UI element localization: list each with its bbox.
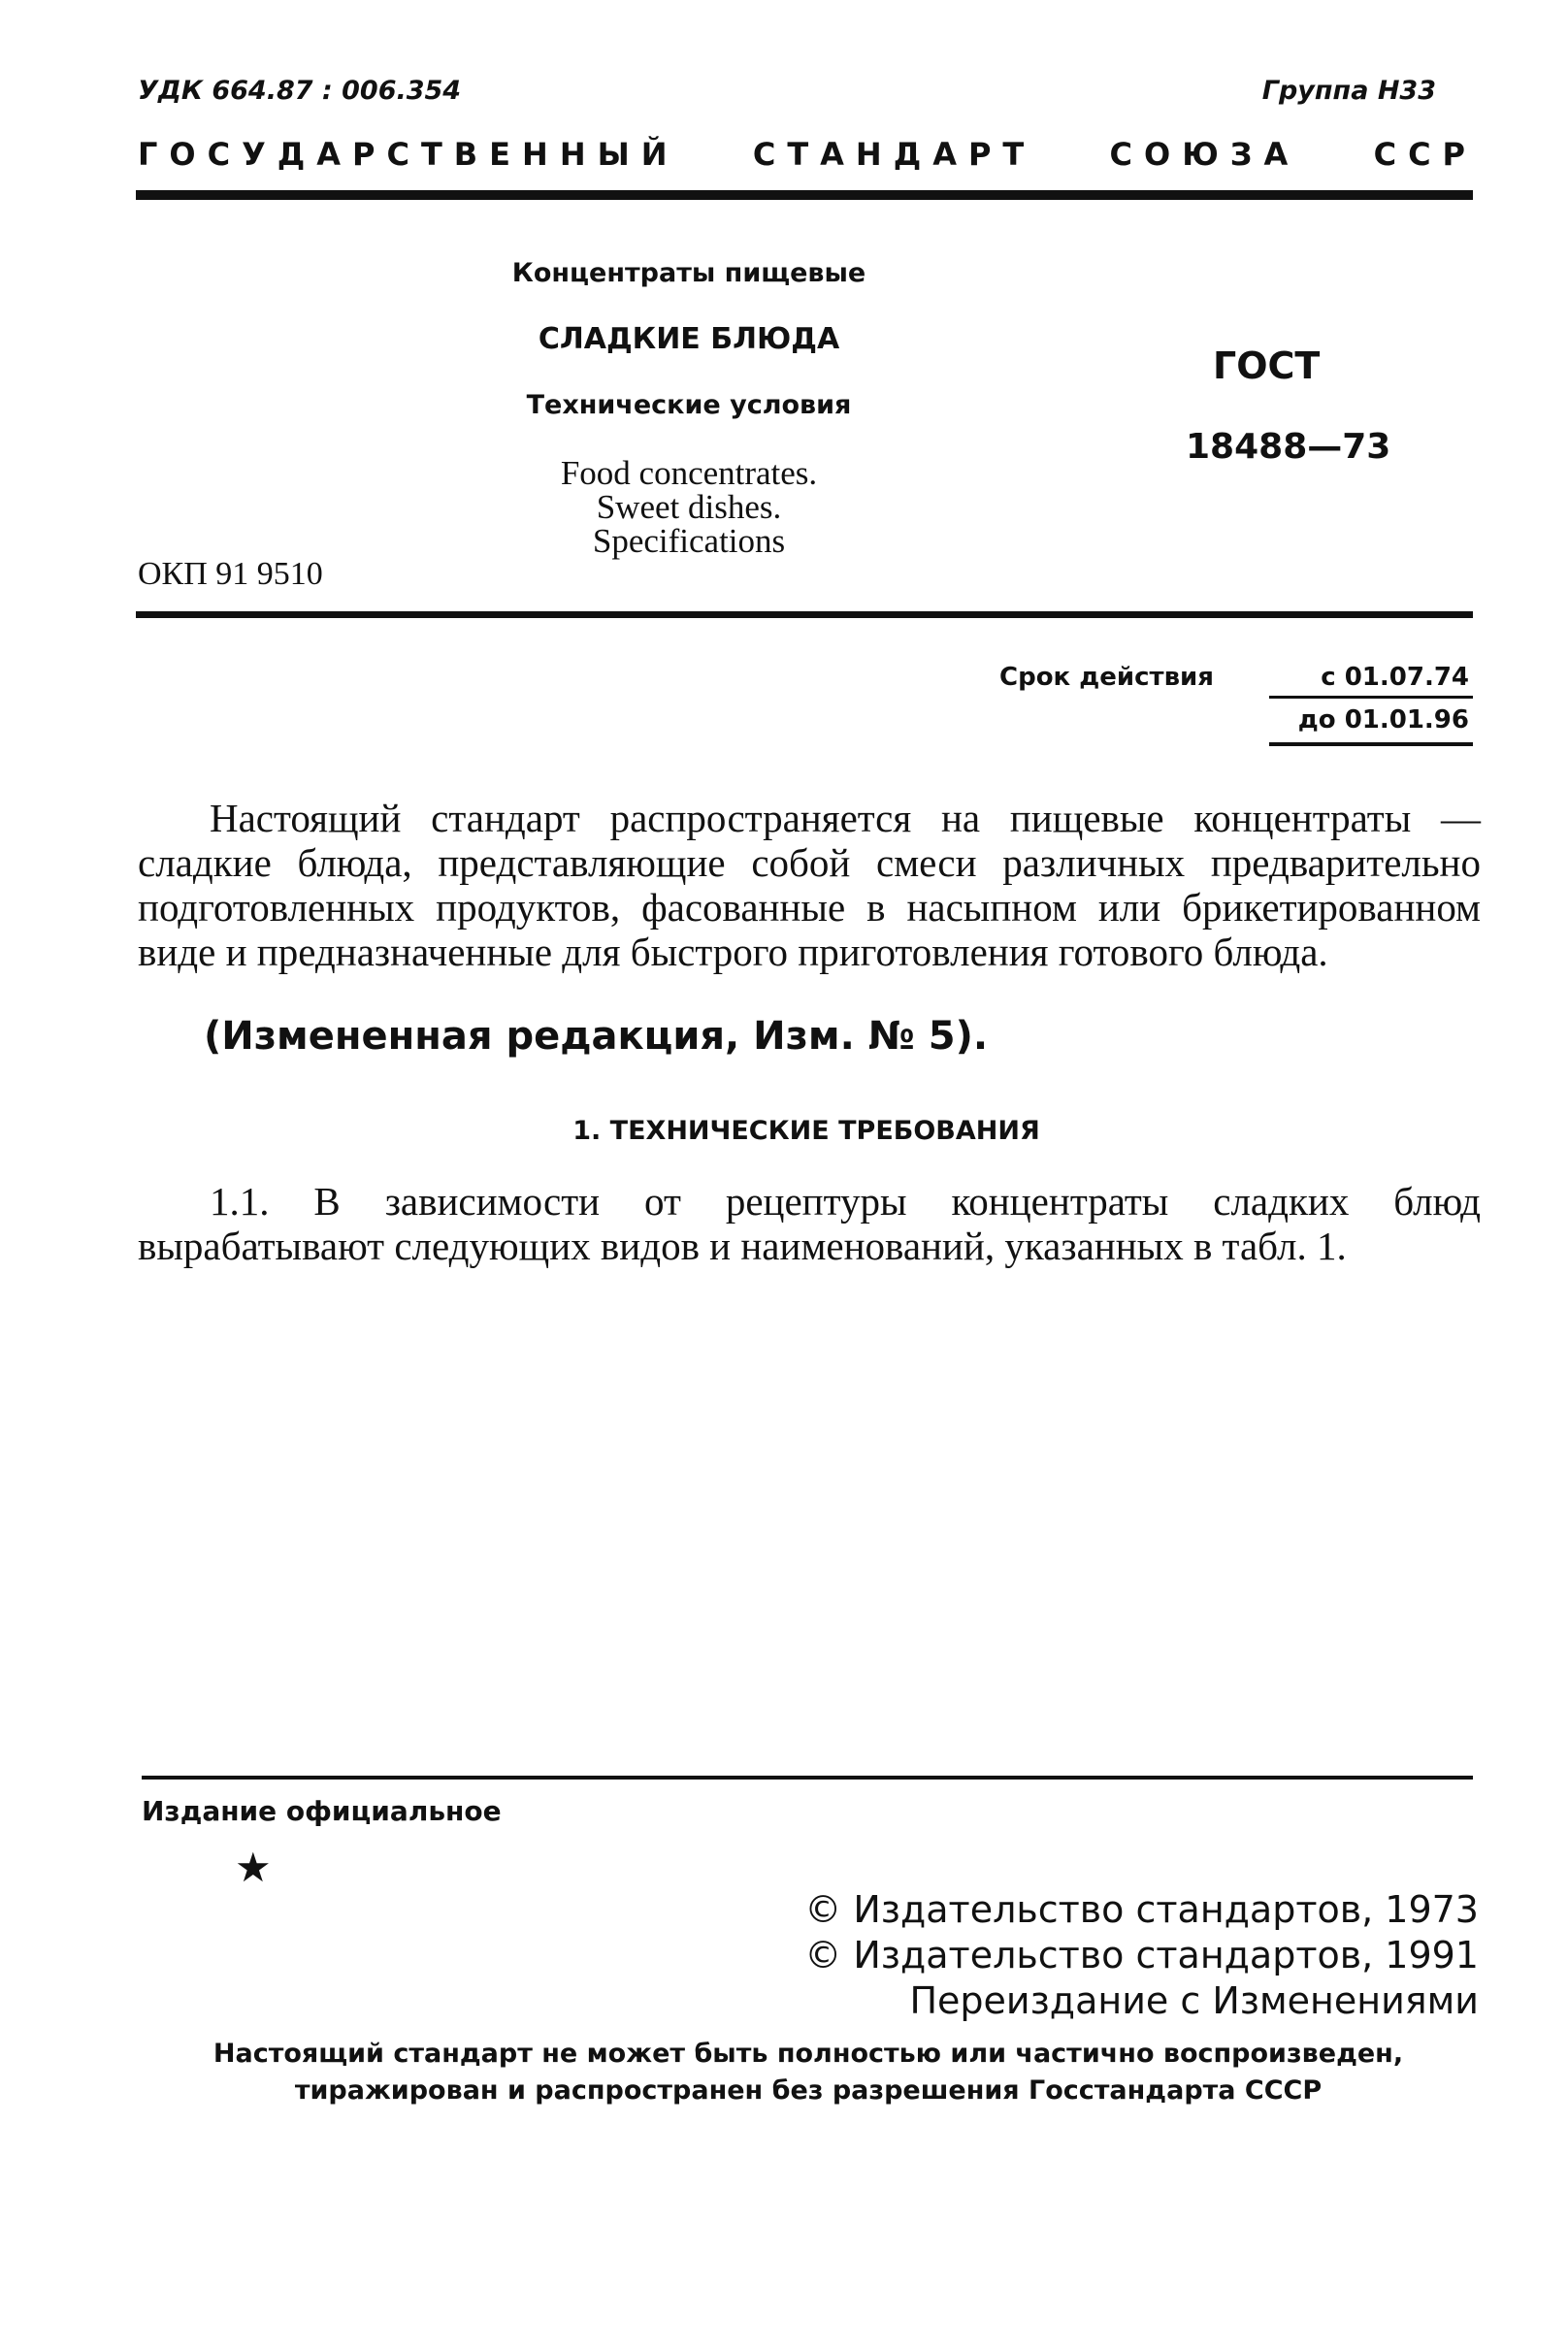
english-title (378, 456, 999, 558)
reissue-note: Переиздание с Изменениями (909, 1979, 1479, 2022)
document-title: СЛАДКИЕ БЛЮДА (538, 322, 840, 356)
english-title-line: Food concentrates. (560, 454, 818, 492)
amendment-note: (Измененная редакция, Изм. № 5). (204, 1014, 989, 1059)
state-title-word: СТАНДАРТ (752, 136, 1036, 173)
validity-from: с 01.07.74 (1321, 663, 1469, 692)
validity-to: до 01.01.96 (1297, 705, 1469, 735)
state-title-word: ССР (1373, 136, 1477, 173)
section-heading: 1. ТЕХНИЧЕСКИЕ ТРЕБОВАНИЯ (572, 1116, 1040, 1146)
paragraph-1-1: 1.1. В зависимости от рецептуры концентраты сладких блюд вырабатывают следующих видов и наименований, указанных в табл. 1. (138, 1179, 1481, 1268)
validity-divider (1269, 696, 1473, 699)
state-standard-title (138, 136, 1477, 173)
title-block-rule (136, 611, 1473, 618)
okp-code: ОКП 91 9510 (138, 556, 323, 592)
copyright-line: © Издательство стандартов, 1991 (804, 1934, 1479, 1976)
english-title-line: Sweet dishes. (596, 488, 782, 526)
group-code: Группа Н33 (1261, 76, 1436, 106)
product-category: Концентраты пищевые (511, 258, 866, 288)
gost-number: 18488—73 (1186, 427, 1391, 467)
copyright-block (804, 1887, 1479, 2024)
copyright-line: © Издательство стандартов, 1973 (804, 1888, 1479, 1931)
validity-label: Срок действия (999, 663, 1214, 692)
validity-underline (1269, 742, 1473, 746)
header-rule (136, 190, 1473, 200)
english-title-line: Specifications (592, 522, 786, 560)
official-edition-label: Издание официальное (142, 1795, 502, 1827)
udk-code: УДК 664.87 : 006.354 (138, 76, 462, 106)
gost-label: ГОСТ (1213, 344, 1321, 387)
reproduction-notice-line: Настоящий стандарт не может быть полностью или частично воспроизведен, (212, 2039, 1404, 2069)
state-title-word: СОЮЗА (1109, 136, 1300, 173)
intro-paragraph: Настоящий стандарт распространяется на пищевые концентраты — сладкие блюда, представляющие собой смеси различных предварительно подготовленных продуктов, фасованные в насыпном или брикетированном виде и предназначенные для быстрого приготовления готового блюда. (138, 796, 1481, 974)
reproduction-notice-line: тиражирован и распространен без разрешения Госстандарта СССР (294, 2075, 1323, 2106)
document-subtitle: Технические условия (526, 390, 852, 420)
reproduction-notice (136, 2036, 1481, 2109)
footer-rule (142, 1776, 1473, 1780)
star-icon: ★ (235, 1844, 272, 1891)
state-title-word: ГОСУДАРСТВЕННЫЙ (138, 136, 679, 173)
